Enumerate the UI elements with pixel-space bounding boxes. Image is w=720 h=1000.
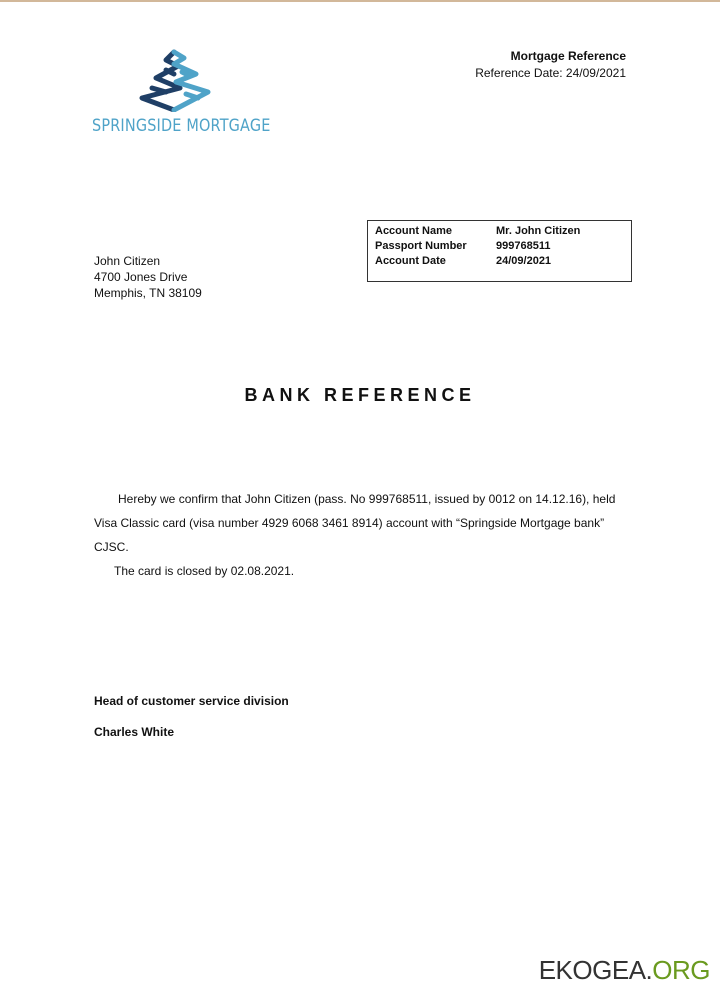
account-label: Account Name [375,225,453,237]
pyramid-logo-icon [126,48,222,112]
account-info-box [367,220,632,282]
recipient-street: 4700 Jones Drive [94,270,188,284]
account-row [375,224,624,239]
signature-block [94,686,289,748]
document-title: BANK REFERENCE [244,385,476,405]
account-value: 24/09/2021 [496,255,552,267]
account-label: Passport Number [375,240,467,252]
account-row [375,239,624,254]
body-paragraph-2: The card is closed by 02.08.2021. [114,564,295,578]
reference-date: Reference Date: 24/09/2021 [475,66,626,80]
watermark-part1: EKOGEA. [538,955,653,985]
account-value: Mr. John Citizen [496,225,581,237]
document-header [475,48,626,82]
account-label: Account Date [375,255,446,267]
account-value: 999768511 [496,240,551,252]
logo-text: SPRINGSIDE MORTGAGE [92,116,271,136]
signer-position: Head of customer service division [94,694,289,708]
top-border [0,0,720,2]
letter-body [94,487,634,583]
recipient-city: Memphis, TN 38109 [94,286,202,300]
header-title: Mortgage Reference [510,49,626,63]
watermark [539,955,710,986]
watermark-part2: ORG [652,955,710,985]
signer-name: Charles White [94,725,175,739]
account-row [375,254,624,269]
recipient-name: John Citizen [94,254,161,268]
recipient-address [94,253,202,301]
company-logo [92,48,271,136]
body-paragraph-1: Hereby we confirm that John Citizen (pass. No 999768511, issued by 0012 on 14.12.16), held Visa Classic card (visa number 4929 6068 3461 8914) account with “Springside Mortgage bank” CJSC. [94,492,616,554]
